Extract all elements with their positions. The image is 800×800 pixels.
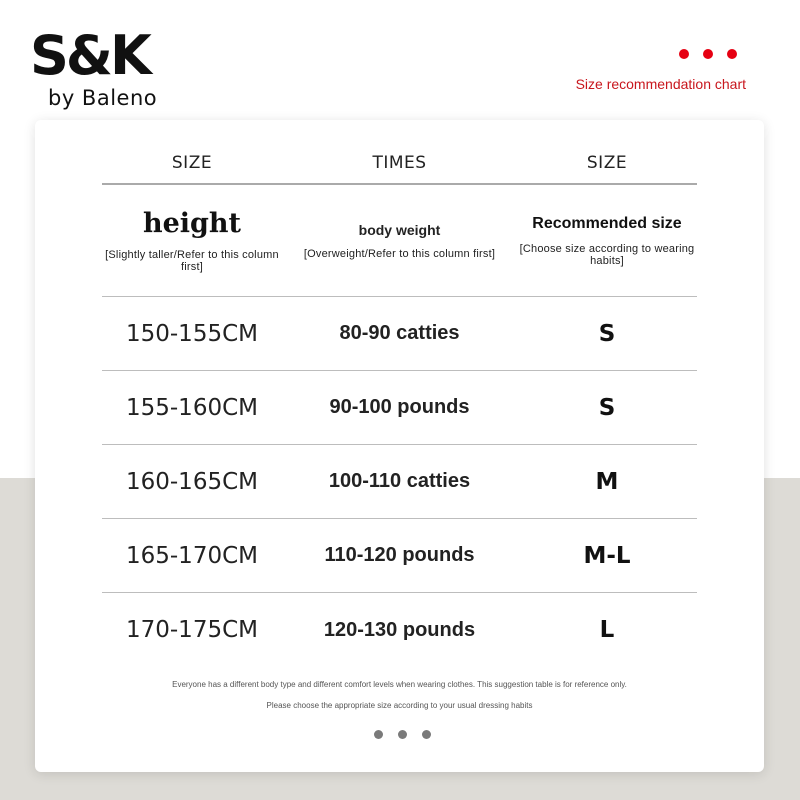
dot-icon	[422, 730, 431, 739]
cell-height: 160-165CM	[125, 468, 258, 495]
cell-weight: 120-130 pounds	[323, 618, 476, 641]
subheader-weight	[282, 222, 517, 260]
subheader-height-label: height	[142, 208, 242, 239]
subheader-size-label: Recommended size	[532, 214, 682, 232]
dot-icon	[703, 49, 713, 59]
chart-title: Size recommendation chart	[575, 76, 746, 92]
dot-icon	[374, 730, 383, 739]
header-size: SIZE	[171, 152, 213, 173]
table-row	[102, 371, 697, 445]
cell-size: S	[598, 320, 616, 347]
cell-height: 165-170CM	[125, 542, 258, 569]
cell-size: M	[595, 468, 619, 495]
footer-note-2: Please choose the appropriate size according to your usual dressing habits	[266, 701, 533, 710]
cell-size: L	[599, 617, 615, 643]
table-row	[102, 445, 697, 519]
size-chart-card	[35, 120, 764, 772]
dot-icon	[398, 730, 407, 739]
dot-icon	[727, 49, 737, 59]
cell-size: M-L	[583, 542, 631, 569]
size-table	[102, 120, 697, 667]
footer-note-1: Everyone has a different body type and different comfort levels when wearing clothes. This suggestion table is for reference only.	[172, 680, 627, 689]
subheader-height-note: [Slightly taller/Refer to this column first]	[105, 249, 279, 273]
header-times: TIMES	[372, 152, 427, 173]
cell-size: S	[598, 394, 616, 421]
table-row	[102, 593, 697, 667]
cell-weight: 90-100 pounds	[329, 396, 470, 418]
subheader-height	[102, 208, 282, 273]
decorative-dots-red	[679, 49, 737, 59]
cell-weight: 100-110 catties	[328, 470, 471, 492]
decorative-dots-gray	[374, 730, 431, 739]
cell-weight: 110-120 pounds	[324, 544, 475, 566]
brand-logo	[30, 24, 158, 110]
dot-icon	[679, 49, 689, 59]
subheader-weight-note: [Overweight/Refer to this column first]	[303, 247, 496, 260]
table-header-row	[102, 120, 697, 185]
logo-main-text: S&K	[30, 24, 149, 87]
header-size-2: SIZE	[586, 152, 628, 173]
subheader-size	[517, 215, 697, 267]
subheader-weight-label: body weight	[358, 221, 441, 238]
subheader-size-note: [Choose size according to wearing habits]	[519, 242, 695, 267]
table-subheader-row	[102, 185, 697, 297]
table-row	[102, 519, 697, 593]
cell-height: 170-175CM	[125, 617, 258, 643]
cell-height: 155-160CM	[125, 394, 258, 421]
table-row	[102, 297, 697, 371]
cell-height: 150-155CM	[125, 320, 258, 347]
logo-sub-text: by Baleno	[48, 86, 158, 110]
cell-weight: 80-90 catties	[339, 322, 460, 344]
